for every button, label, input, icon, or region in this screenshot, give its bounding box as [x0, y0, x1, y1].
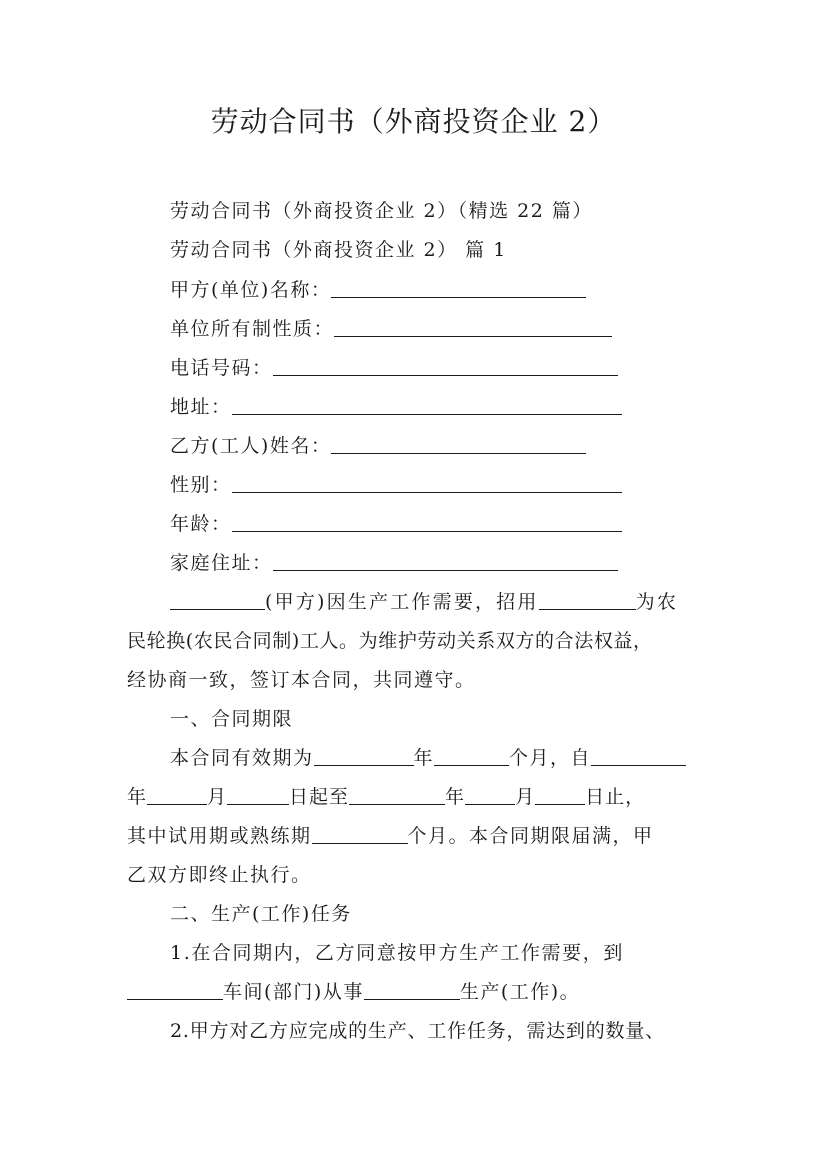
ownership-field	[170, 315, 790, 343]
text: 年	[127, 786, 148, 808]
text: 年	[445, 786, 466, 808]
blank-line	[312, 823, 408, 844]
blank-line	[331, 433, 586, 454]
intro-text-a: (甲方)因生产工作需要，招用	[265, 591, 539, 613]
blank-line	[465, 784, 515, 805]
intro-line-1	[170, 588, 790, 616]
text: 日起至	[289, 786, 350, 808]
blank-line	[334, 316, 612, 337]
blank-line	[170, 589, 265, 610]
blank-line	[147, 784, 207, 805]
blank-line	[232, 394, 622, 415]
text: 车间(部门)从事	[223, 981, 364, 1003]
section-heading: 劳动合同书（外商投资企业 2） 篇 1	[170, 239, 507, 261]
blank-line	[539, 589, 636, 610]
blank-line	[273, 355, 618, 376]
text: 其中试用期或熟练期	[127, 825, 312, 847]
age-label: 年龄：	[170, 513, 232, 535]
blank-line	[232, 511, 622, 532]
text: 年	[413, 747, 435, 769]
employer-name-field	[170, 276, 790, 304]
section1-line-2	[127, 783, 717, 811]
section2-item1-line-2	[127, 978, 717, 1006]
worker-name-label: 乙方(工人)姓名：	[170, 435, 332, 457]
section2-heading: 二、生产(工作)任务	[170, 903, 352, 925]
section1-line-4: 乙双方即终止执行。	[127, 864, 312, 886]
blank-line	[127, 979, 223, 1000]
age-field	[170, 510, 790, 538]
section2-item1-line-1: 1.在合同期内，乙方同意按甲方生产工作需要，到	[170, 942, 624, 964]
section1-heading: 一、合同期限	[170, 708, 294, 730]
blank-line	[364, 979, 460, 1000]
employer-name-label: 甲方(单位)名称：	[170, 279, 332, 301]
text: 日止，	[585, 786, 646, 808]
intro-line-3: 经协商一致，签订本合同，共同遵守。	[127, 669, 476, 691]
blank-line	[232, 472, 622, 493]
blank-line	[273, 550, 618, 571]
text: 个月，自	[509, 747, 592, 769]
blank-line	[434, 745, 509, 766]
ownership-label: 单位所有制性质：	[170, 318, 335, 340]
address-field	[170, 393, 790, 421]
gender-field	[170, 471, 790, 499]
blank-line	[331, 277, 586, 298]
worker-name-field	[170, 432, 790, 460]
home-address-field	[170, 549, 790, 577]
address-label: 地址：	[170, 396, 232, 418]
text: 本合同有效期为	[170, 747, 314, 769]
blank-line	[314, 745, 414, 766]
section1-line-1	[170, 744, 790, 772]
blank-line	[535, 784, 585, 805]
blank-line	[591, 745, 686, 766]
document-subtitle: 劳动合同书（外商投资企业 2）（精选 22 篇）	[170, 200, 593, 222]
text: 个月。本合同期限届满，甲	[407, 825, 654, 847]
gender-label: 性别：	[170, 474, 232, 496]
intro-line-2: 民轮换(农民合同制)工人。为维护劳动关系双方的合法权益，	[127, 630, 653, 652]
phone-label: 电话号码：	[170, 357, 273, 379]
intro-text-b: 为农	[635, 591, 679, 613]
text: 月	[515, 786, 536, 808]
home-address-label: 家庭住址：	[170, 552, 273, 574]
blank-line	[349, 784, 445, 805]
section1-line-3	[127, 822, 717, 850]
blank-line	[227, 784, 289, 805]
section2-item2-line-1: 2.甲方对乙方应完成的生产、工作任务，需达到的数量、	[170, 1020, 665, 1042]
phone-field	[170, 354, 790, 382]
text: 生产(工作)。	[459, 981, 581, 1003]
document-title: 劳动合同书（外商投资企业 2）	[210, 105, 617, 138]
text: 月	[207, 786, 228, 808]
